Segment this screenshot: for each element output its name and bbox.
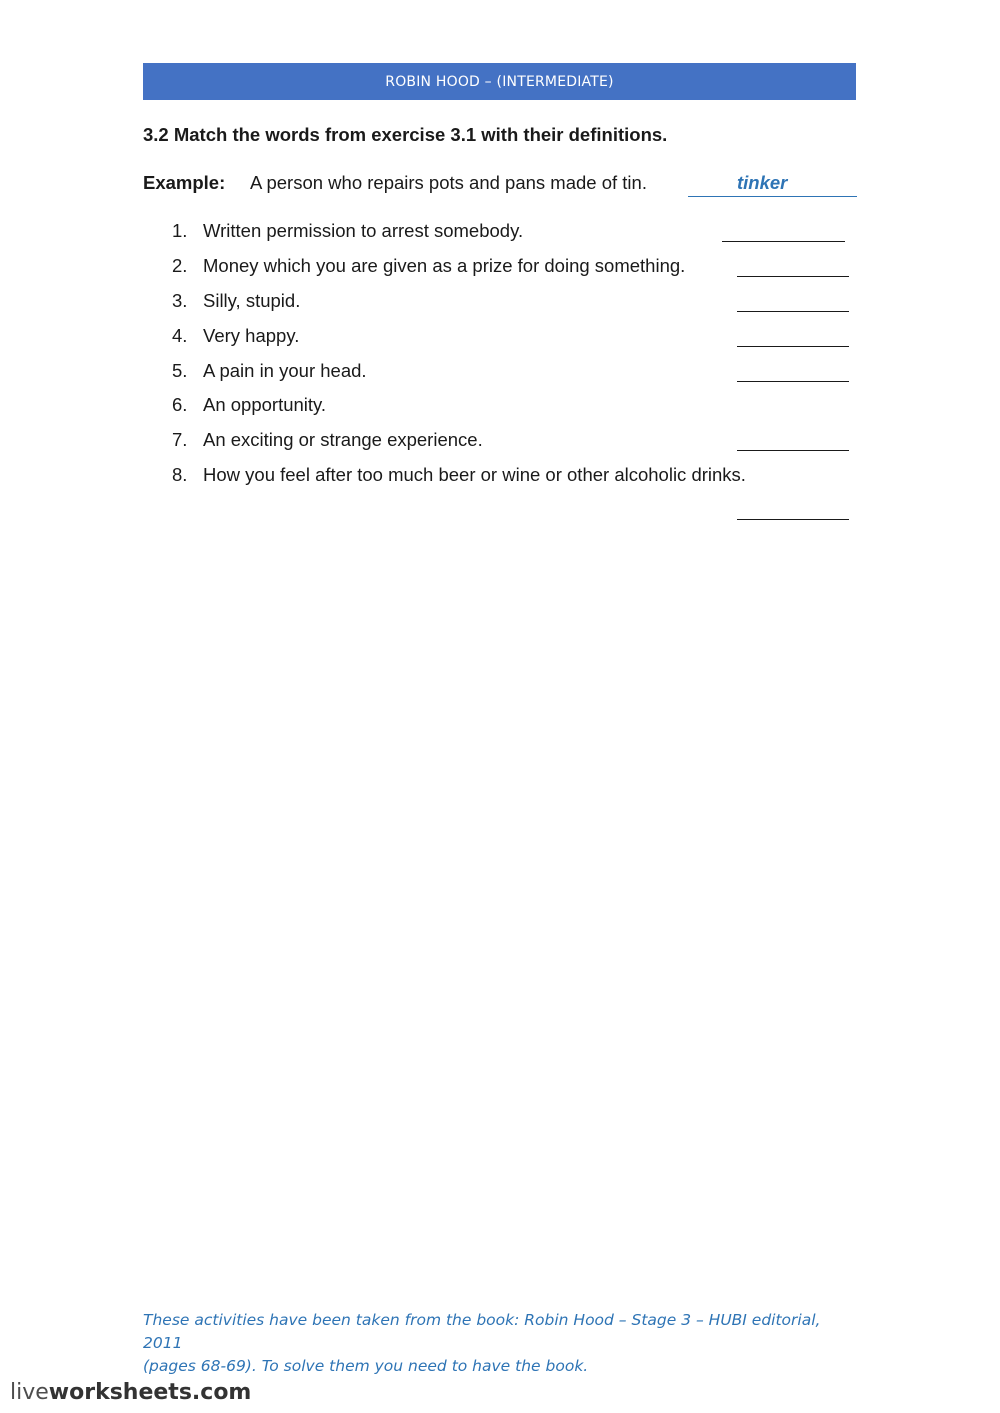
item-definition: Silly, stupid. xyxy=(203,290,301,311)
instruction-heading: 3.2 Match the words from exercise 3.1 with their definitions. xyxy=(143,124,668,145)
item-definition: A pain in your head. xyxy=(203,360,367,381)
item-number: 2. xyxy=(172,255,188,276)
answer-blank-3[interactable] xyxy=(737,310,849,312)
item-definition: How you feel after too much beer or wine or other alcoholic drinks. xyxy=(203,464,746,485)
logo-prefix: live xyxy=(10,1380,49,1405)
answer-blank-4[interactable] xyxy=(737,345,849,347)
answer-blank-5[interactable] xyxy=(737,380,849,382)
example-answer-field xyxy=(688,172,857,197)
worksheet-title: ROBIN HOOD – (INTERMEDIATE) xyxy=(385,73,614,90)
header-bar xyxy=(143,63,856,100)
item-number: 5. xyxy=(172,360,188,381)
item-number: 4. xyxy=(172,325,188,346)
liveworksheets-logo[interactable] xyxy=(10,1380,251,1405)
item-number: 6. xyxy=(172,394,188,415)
item-definition: An exciting or strange experience. xyxy=(203,429,483,450)
item-number: 1. xyxy=(172,220,188,241)
example-definition: A person who repairs pots and pans made of tin. xyxy=(250,172,647,193)
item-definition: An opportunity. xyxy=(203,394,327,415)
source-note xyxy=(143,1309,863,1378)
logo-bold: worksheets xyxy=(48,1380,192,1405)
answer-blank-2[interactable] xyxy=(737,275,849,277)
example-answer-text: tinker xyxy=(737,172,788,193)
item-definition: Written permission to arrest somebody. xyxy=(203,220,524,241)
answer-blank-8[interactable] xyxy=(737,518,849,520)
item-number: 3. xyxy=(172,290,188,311)
answer-blank-7[interactable] xyxy=(737,449,849,451)
item-definition: Very happy. xyxy=(203,325,300,346)
logo-suffix: .com xyxy=(191,1380,252,1405)
answer-blank-1[interactable] xyxy=(722,240,845,242)
item-definition: Money which you are given as a prize for doing something. xyxy=(203,255,686,276)
example-row xyxy=(143,172,857,198)
item-number: 7. xyxy=(172,429,188,450)
item-number: 8. xyxy=(172,464,188,485)
source-note-line-1: These activities have been taken from the book: Robin Hood – Stage 3 – HUBI editorial, 2011 xyxy=(143,1311,821,1352)
example-label: Example: xyxy=(143,172,226,193)
source-note-line-2: (pages 68-69). To solve them you need to have the book. xyxy=(143,1357,589,1375)
